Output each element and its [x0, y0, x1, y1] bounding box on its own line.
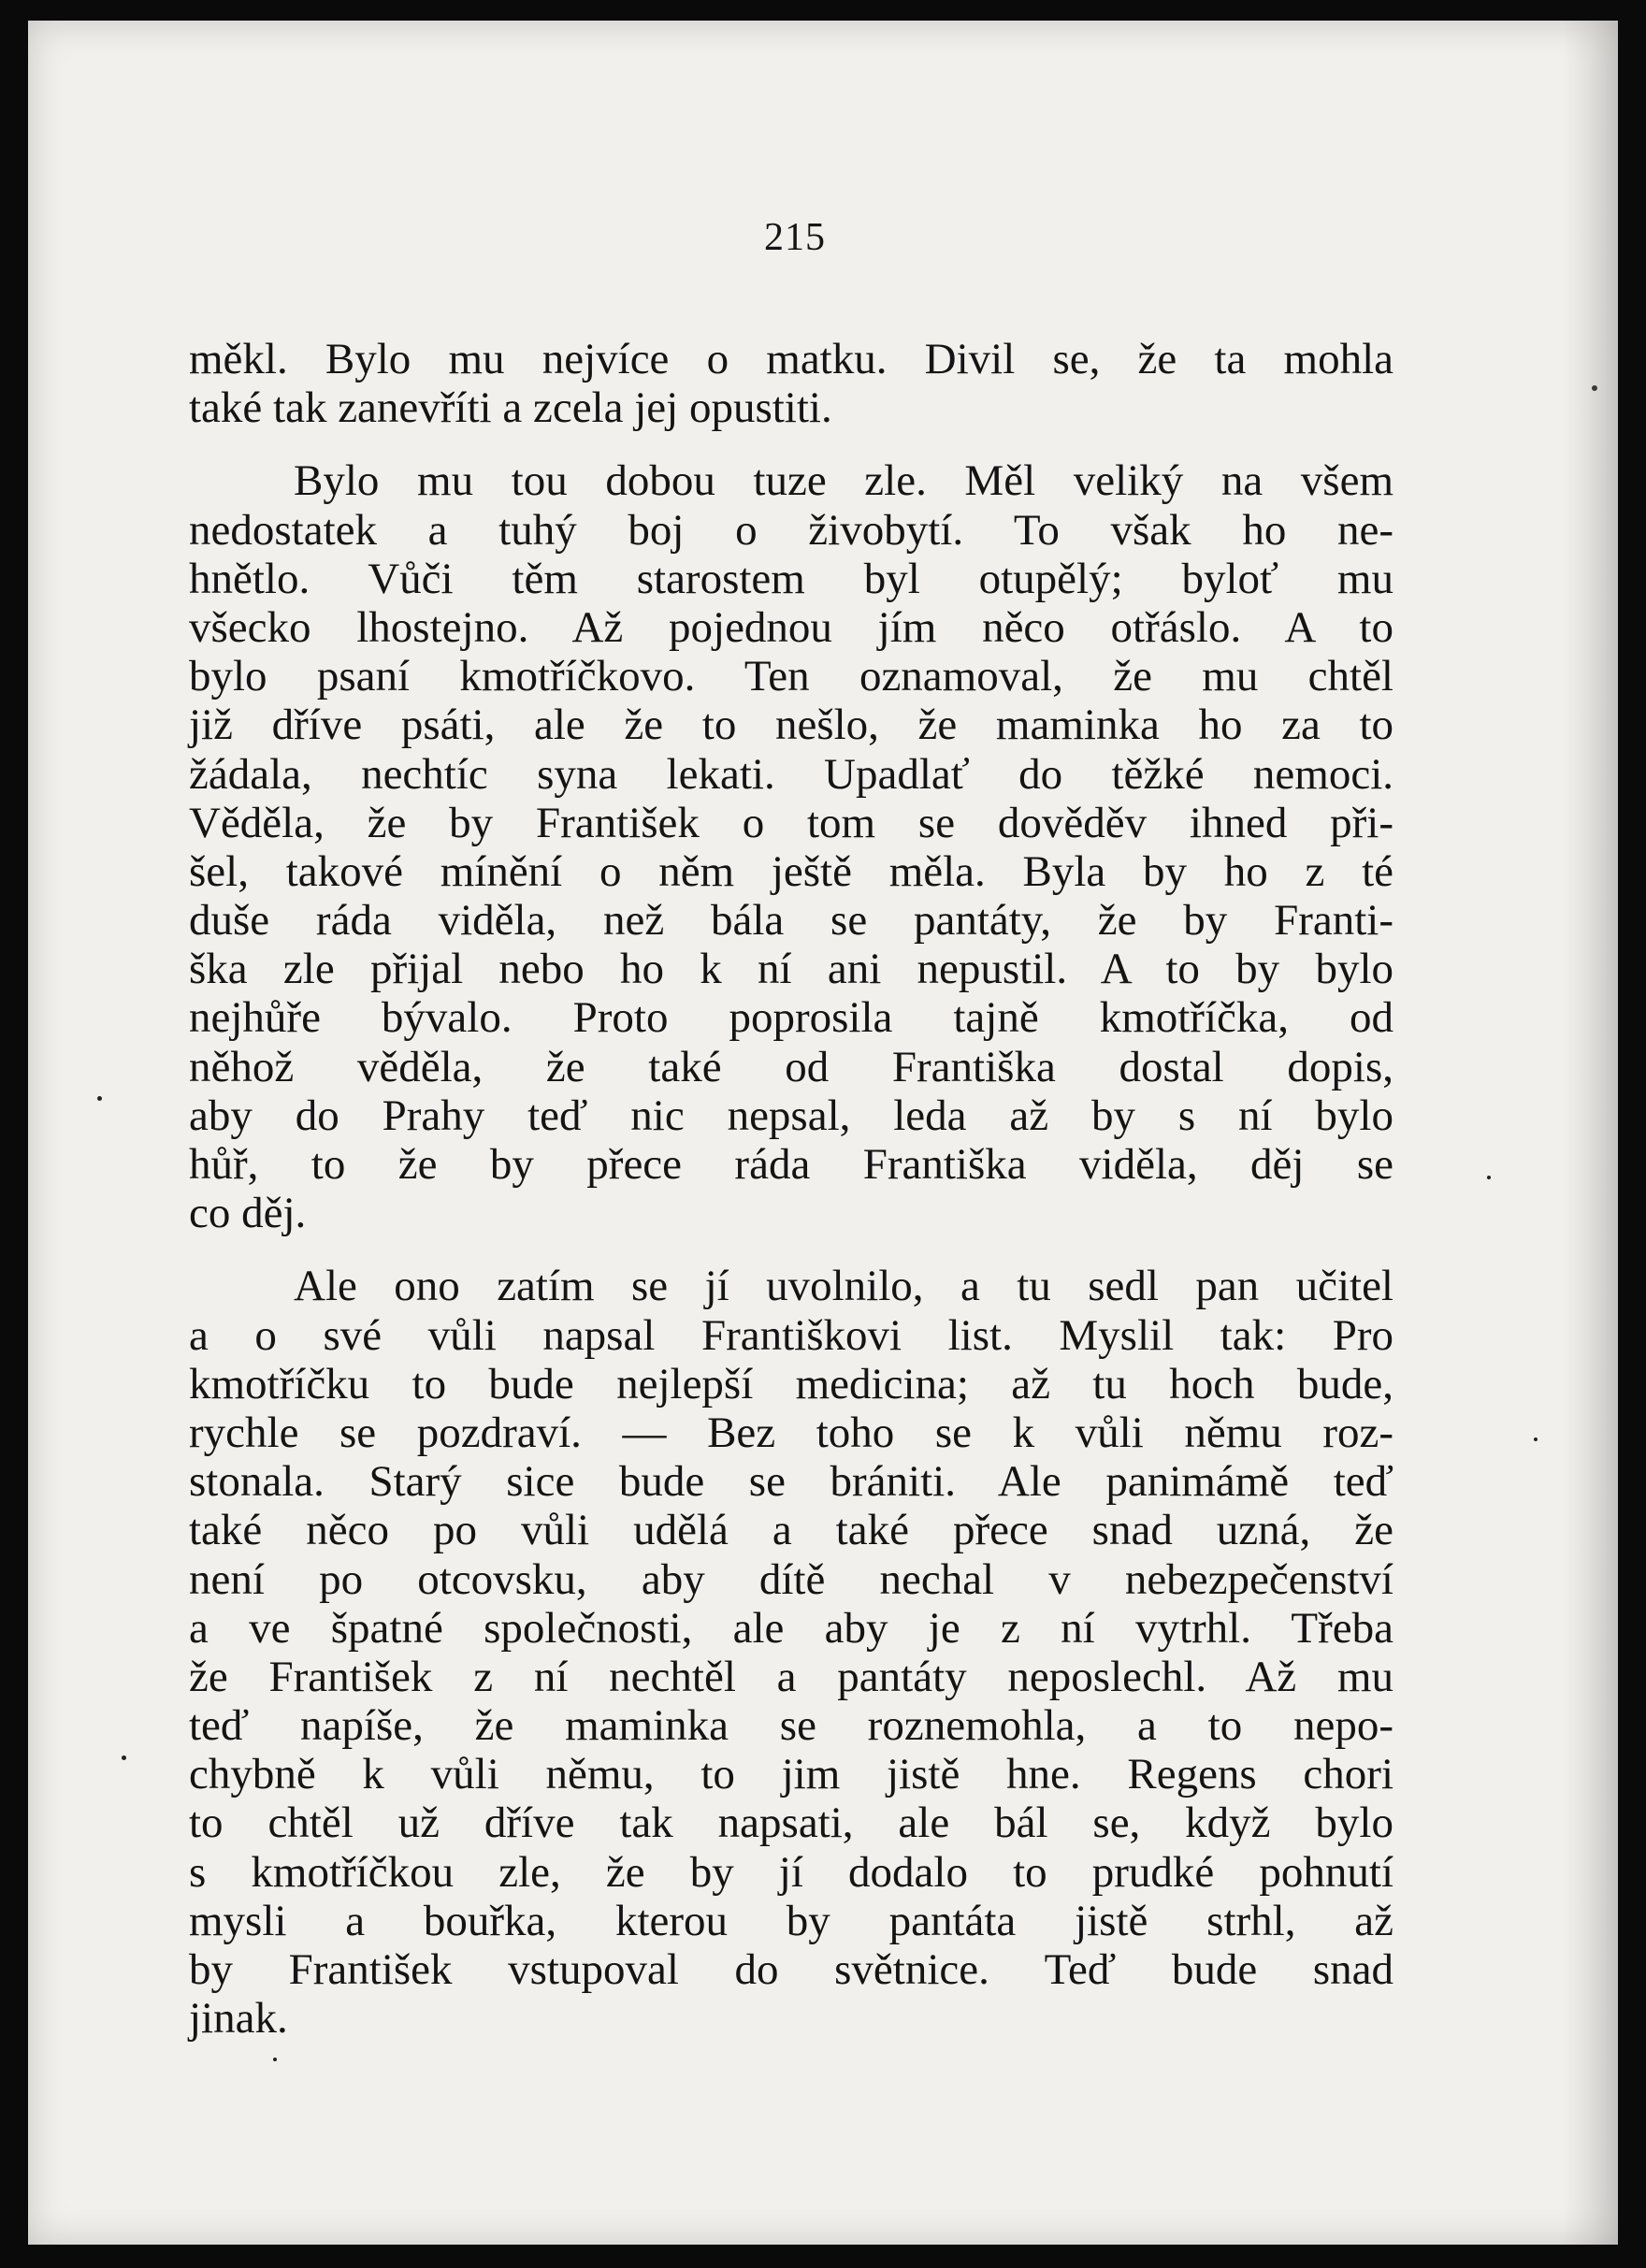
text-line: šel, takové mínění o něm ještě měla. Byla by ho z té	[189, 846, 1393, 896]
text-line: měkl. Bylo mu nejvíce o matku. Divil se, že ta mohla	[189, 335, 1393, 383]
text-line: a o své vůli napsal Františkovi list. Myslil tak: Pro	[189, 1310, 1393, 1360]
text-line: stonala. Starý sice bude se brániti. Ale panimámě teď	[189, 1457, 1393, 1507]
text-line: žádala, nechtíc syna lekati. Upadlať do těžké nemoci.	[189, 749, 1393, 799]
paragraph-gap	[189, 432, 1393, 456]
text-line: Věděla, že by František o tom se dověděv ihned při-	[189, 798, 1393, 847]
text-line: a ve špatné společnosti, ale aby je z ní vytrhl. Třeba	[189, 1603, 1393, 1653]
text-line: Ale ono zatím se jí uvolnilo, a tu sedl pan učitel	[294, 1262, 1393, 1311]
text-line: rychle se pozdraví. — Bez toho se k vůli němu roz-	[189, 1408, 1393, 1457]
text-line: kmotříčku to bude nejlepší medicina; až tu hoch bude,	[189, 1359, 1393, 1408]
text-line: také něco po vůli udělá a také přece snad uzná, že	[189, 1506, 1393, 1555]
text-line: teď napíše, že maminka se roznemohla, a to nepo-	[189, 1701, 1393, 1751]
text-line: všecko lhostejno. Až pojednou jím něco otřáslo. A to	[189, 602, 1393, 652]
speck	[97, 1096, 102, 1101]
text-line: mysli a bouřka, kterou by pantáta jistě strhl, až	[189, 1896, 1393, 1945]
text-line: s kmotříčkou zle, že by jí dodalo to prudké pohnutí	[189, 1847, 1393, 1897]
text-line: nejhůře bývalo. Proto poprosila tajně kmotříčka, od	[189, 993, 1393, 1043]
text-line: Bylo mu tou dobou tuze zle. Měl veliký na všem	[294, 456, 1393, 506]
text-line: nedostatek a tuhý boj o živobytí. To však ho ne-	[189, 505, 1393, 555]
text-line: také tak zanevříti a zcela jej opustiti.	[189, 383, 832, 433]
text-line: něhož věděla, že také od Františka dostal dopis,	[189, 1042, 1393, 1091]
text-line: že František z ní nechtěl a pantáty neposlechl. Až mu	[189, 1652, 1393, 1701]
text-line: duše ráda viděla, než bála se pantáty, že by Franti-	[189, 896, 1393, 946]
text-line: bylo psaní kmotříčkovo. Ten oznamoval, že mu chtěl	[189, 652, 1393, 701]
speck	[1534, 1437, 1538, 1441]
book-page	[28, 21, 1618, 2245]
speck	[1487, 1176, 1491, 1179]
text-line: jinak.	[189, 1994, 288, 2044]
speck	[122, 1755, 126, 1760]
speck	[273, 2058, 277, 2061]
text-line: aby do Prahy teď nic nepsal, leda až by s ní bylo	[189, 1091, 1393, 1140]
paragraph-gap	[189, 1237, 1393, 1262]
text-line: co děj.	[189, 1189, 307, 1238]
text-line: již dříve psáti, ale že to nešlo, že maminka ho za to	[189, 701, 1393, 750]
page-number: 215	[764, 216, 826, 259]
text-line: ška zle přijal nebo ho k ní ani nepustil. A to by bylo	[189, 945, 1393, 994]
body-text	[189, 335, 1393, 2043]
speck	[1592, 385, 1597, 391]
text-line: chybně k vůli němu, to jim jistě hne. Regens chori	[189, 1750, 1393, 1799]
text-line: to chtěl už dříve tak napsati, ale bál se, když bylo	[189, 1799, 1393, 1848]
text-line: hnětlo. Vůči těm starostem byl otupělý; byloť mu	[189, 554, 1393, 603]
text-line: by František vstupoval do světnice. Teď bude snad	[189, 1945, 1393, 1994]
text-line: hůř, to že by přece ráda Františka viděla, děj se	[189, 1140, 1393, 1189]
text-line: není po otcovsku, aby dítě nechal v nebezpečenství	[189, 1554, 1393, 1604]
